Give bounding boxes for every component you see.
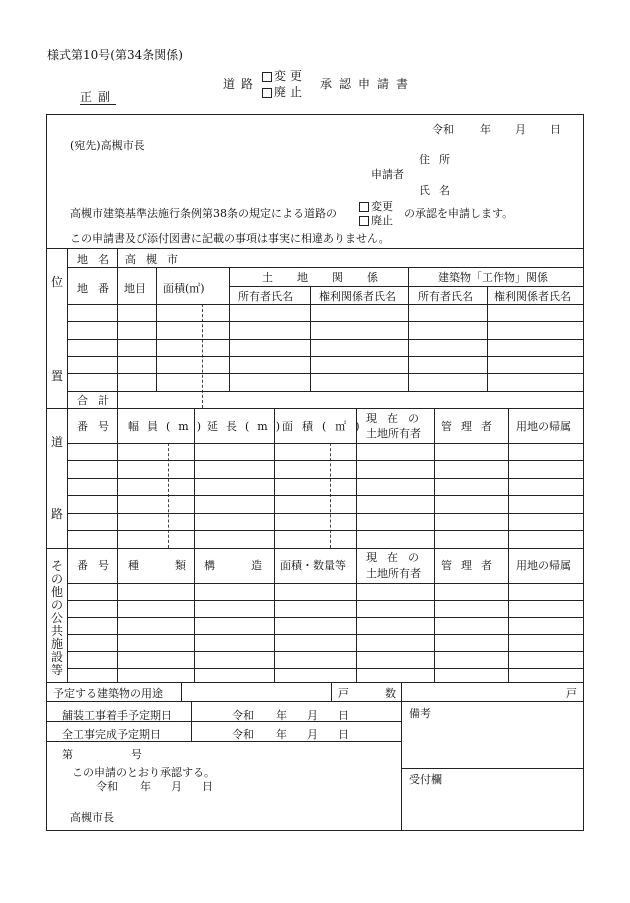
road-width-header: 幅員(m) xyxy=(128,420,210,433)
remarks-label: 備考 xyxy=(409,707,431,720)
place-name-label: 地名 xyxy=(77,253,119,266)
reception-label: 受付欄 xyxy=(409,773,442,786)
other-type-header: 種類 xyxy=(128,559,222,572)
land-owner-header: 所有者氏名 xyxy=(238,290,293,303)
location-side-bottom: 置 xyxy=(50,369,63,383)
units-suffix: 戸 xyxy=(566,687,577,700)
declaration-option-abolish: 廃止 xyxy=(359,215,393,226)
other-current-owner-line1: 現在の xyxy=(366,551,429,564)
title-option-abolish: 廃止 xyxy=(262,86,306,98)
address-label: 住所 xyxy=(419,153,459,166)
title-road: 道路 xyxy=(223,77,260,91)
road-current-owner-line2: 土地所有者 xyxy=(366,427,421,440)
completion-label: 全工事完成予定期日 xyxy=(62,728,161,741)
date-line: 令和 年 月 日 xyxy=(432,123,561,136)
checkbox-change-title[interactable] xyxy=(262,72,272,82)
approval-text: この申請のとおり承認する。 xyxy=(72,766,215,779)
addressee: (宛先)高槻市長 xyxy=(70,139,145,152)
form-number: 様式第10号(第34条関係) xyxy=(47,48,183,62)
checkbox-abolish-title[interactable] xyxy=(262,88,272,98)
declaration-post: の承認を申請します。 xyxy=(404,207,514,220)
declaration-option-change: 変更 xyxy=(359,201,393,212)
units-label: 戸数 xyxy=(338,687,432,700)
copy-mark-original: 正 xyxy=(80,90,99,104)
location-total: 合計 xyxy=(77,394,119,407)
road-current-owner-line1: 現在の xyxy=(366,412,429,425)
declaration-pre: 高槻市建築基準法施行条例第38条の規定による道路の xyxy=(70,207,337,220)
road-area-header: 面積(㎡) xyxy=(282,420,369,433)
completion-date: 令和 年 月 日 xyxy=(232,728,349,741)
land-category-header: 地目 xyxy=(124,282,146,295)
title-tail: 承認申請書 xyxy=(320,77,416,91)
form-frame xyxy=(46,114,584,831)
truth-statement: この申請書及び添付図書に記載の事項は事実に相違ありません。 xyxy=(70,232,390,245)
mayor-label: 高槻市長 xyxy=(70,811,114,824)
paving-start-label: 舗装工事着手予定期日 xyxy=(62,709,172,722)
location-side-top: 位 xyxy=(50,275,63,289)
lot-number-header: 地番 xyxy=(77,282,119,295)
approval-number: 第 号 xyxy=(62,748,142,761)
building-rights-header: 権利関係者氏名 xyxy=(494,290,571,303)
land-rights-header: 権利関係者氏名 xyxy=(319,290,396,303)
other-number-header: 番号 xyxy=(77,559,119,572)
road-side-bottom: 路 xyxy=(50,507,63,521)
area-header: 面積(㎡) xyxy=(163,282,205,295)
place-name-value: 高槻市 xyxy=(125,253,188,266)
building-use-label: 予定する建築物の用途 xyxy=(53,687,163,700)
paving-start-date: 令和 年 月 日 xyxy=(232,709,349,722)
road-number-header: 番号 xyxy=(77,420,119,433)
other-structure-header: 構造 xyxy=(204,559,298,572)
other-side-label: そ の 他 の 公 共 施 設 等 xyxy=(50,559,63,677)
road-ownership-header: 用地の帰属 xyxy=(516,420,571,433)
name-label: 氏名 xyxy=(419,184,459,197)
road-manager-header: 管理者 xyxy=(441,420,501,433)
road-length-header: 延長(m) xyxy=(207,420,289,433)
copy-mark-duplicate: 副 xyxy=(98,90,117,104)
copy-marks xyxy=(80,91,116,105)
other-manager-header: 管理者 xyxy=(441,559,501,572)
applicant-label: 申請者 xyxy=(371,168,404,181)
other-current-owner-line2: 土地所有者 xyxy=(366,567,421,580)
building-relation-header: 建築物「工作物」関係 xyxy=(438,271,548,284)
other-area-qty-header: 面積・数量等 xyxy=(280,559,346,572)
road-side-top: 道 xyxy=(50,435,63,449)
title-option-change: 変更 xyxy=(262,70,306,82)
other-ownership-header: 用地の帰属 xyxy=(516,559,571,572)
checkbox-change[interactable] xyxy=(359,202,369,212)
approval-date: 令和 年 月 日 xyxy=(96,780,213,793)
building-owner-header: 所有者氏名 xyxy=(418,290,473,303)
checkbox-abolish[interactable] xyxy=(359,216,369,226)
land-relation-header: 土地関係 xyxy=(262,271,402,284)
